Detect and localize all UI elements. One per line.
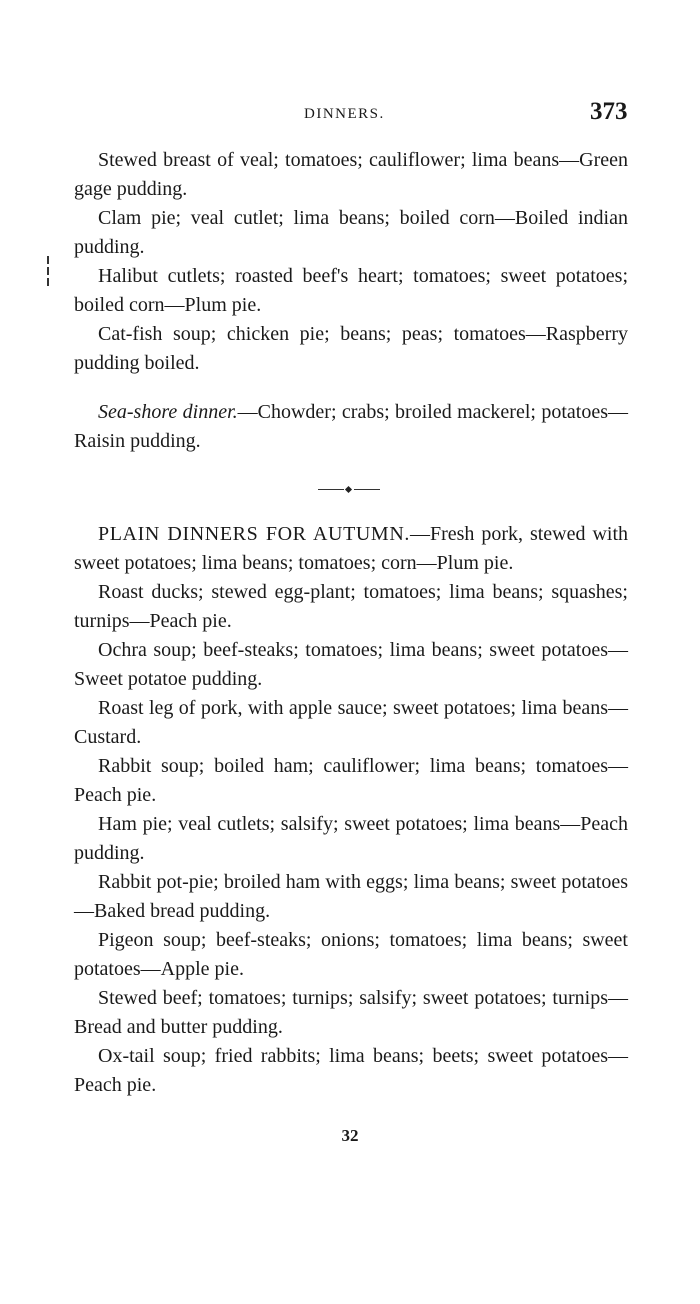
running-title: DINNERS. [304,106,385,122]
menu-paragraph: Rabbit soup; boiled ham; cauliflower; lima beans; tomatoes—Peach pie. [74,755,628,806]
summer-dinners-list [74,146,628,378]
menu-paragraph [74,520,628,578]
signature-mark: 32 [341,1126,359,1145]
autumn-dinners-list [74,520,628,1100]
menu-paragraph: Stewed beef; tomatoes; turnips; salsify; sweet potatoes; turnips—Bread and butter pudding. [74,987,628,1038]
running-head [0,98,700,138]
menu-paragraph: Cat-fish soup; chicken pie; beans; peas; tomatoes—Raspberry pudding boiled. [74,323,628,374]
sea-shore-label: Sea-shore dinner. [98,401,238,423]
menu-paragraph: Ox-tail soup; fried rabbits; lima beans; beets; sweet potatoes—Peach pie. [74,1045,628,1096]
menu-paragraph: Roast leg of pork, with apple sauce; sweet potatoes; lima beans—Custard. [74,697,628,748]
page-number: 373 [590,98,628,125]
menu-paragraph: Ham pie; veal cutlets; salsify; sweet potatoes; lima beans—Peach pudding. [74,813,628,864]
menu-paragraph: Pigeon soup; beef-steaks; onions; tomatoes; lima beans; sweet potatoes—Apple pie. [74,929,628,980]
menu-paragraph: Clam pie; veal cutlet; lima beans; boiled corn—Boiled indian pudding. [74,207,628,258]
menu-paragraph: Stewed breast of veal; tomatoes; cauliflower; lima beans—Green gage pudding. [74,149,628,200]
sea-shore-text: —Chowder; crabs; broiled mackerel; potatoes—Raisin pudding. [74,401,628,452]
menu-paragraph [74,398,628,456]
section-divider-ornament [318,487,380,493]
section-heading: PLAIN DINNERS FOR AUTUMN. [98,523,410,545]
heading-text: —Fresh pork, stewed with sweet potatoes; lima beans; tomatoes; corn—Plum pie. [74,523,628,574]
menu-paragraph: Halibut cutlets; roasted beef's heart; tomatoes; sweet potatoes; boiled corn—Plum pie. [74,265,628,316]
menu-paragraph: Ochra soup; beef-steaks; tomatoes; lima beans; sweet potatoes—Sweet potatoe pudding. [74,639,628,690]
menu-paragraph: Rabbit pot-pie; broiled ham with eggs; lima beans; sweet potatoes—Baked bread pudding. [74,871,628,922]
sea-shore-dinner [74,398,628,456]
margin-mark [46,256,50,286]
menu-paragraph: Roast ducks; stewed egg-plant; tomatoes; lima beans; squashes; turnips—Peach pie. [74,581,628,632]
